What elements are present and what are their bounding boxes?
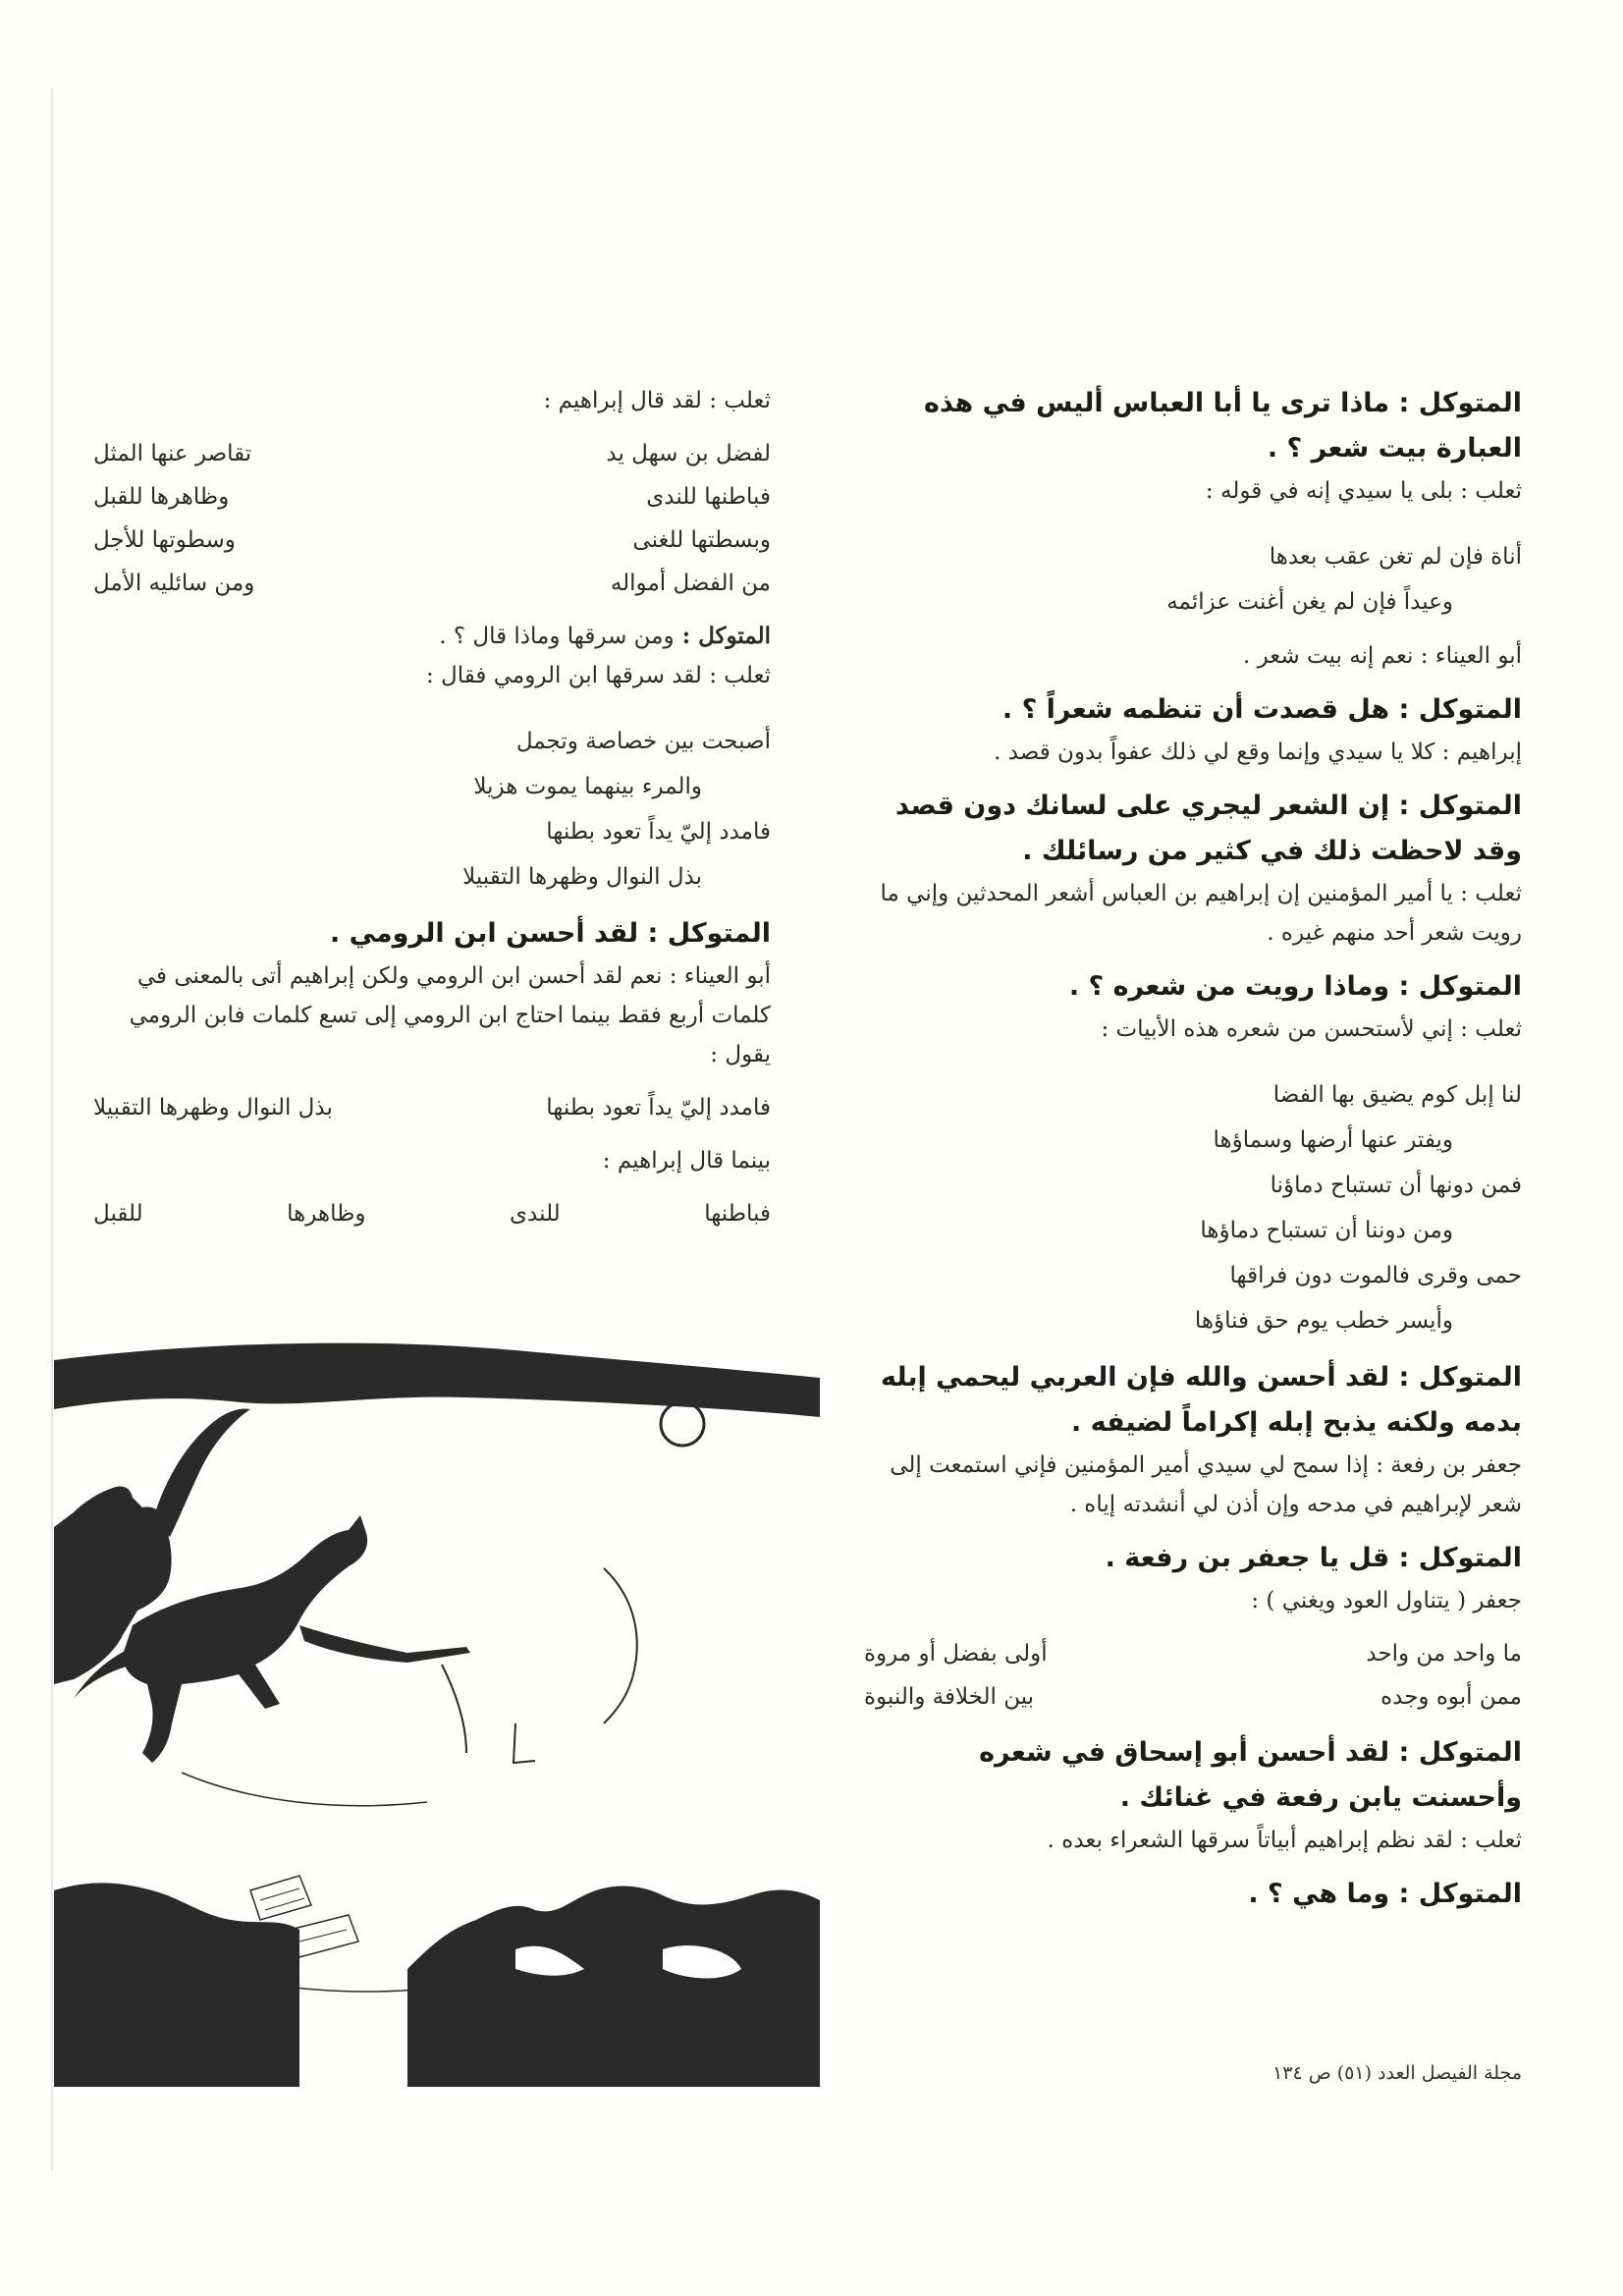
verse-couplet	[93, 519, 771, 562]
spacer	[864, 1049, 1522, 1061]
verse-couplet	[93, 562, 771, 605]
verse-couplet	[93, 432, 771, 475]
verse-line: ويفتر عنها أرضها وسماؤها	[1213, 1127, 1453, 1153]
prose-paragraph: إبراهيم : كلا يا سيدي وإنما وقع لي ذلك عفواً بدون قصد .	[994, 739, 1522, 765]
speech-text: ومن سرقها وماذا قال ؟ .	[439, 624, 675, 649]
prose-paragraph: ثعلب : يا أمير المؤمنين إن إبراهيم بن العباس أشعر المحدثين وإني ما رويت شعر أحد منهم غيره .	[880, 881, 1522, 946]
hemistich: ومن سائليه الأمل	[93, 571, 255, 596]
verse-line: أصبحت بين خصاصة وتجمل	[515, 729, 771, 754]
verse-line: فامدد إليّ يداً تعود بطنها	[546, 819, 771, 845]
arrow-line-2	[442, 1665, 466, 1753]
verse-line: فمن دونها أن تستباح دماؤنا	[1270, 1173, 1522, 1198]
verse-line: حمى وقرى فالموت دون فراقها	[1229, 1263, 1522, 1288]
speech-line	[864, 784, 1522, 874]
scan-edge-line	[51, 88, 53, 2170]
arrow-line	[604, 1568, 637, 1723]
spacer	[864, 1620, 1522, 1632]
spacer	[864, 1343, 1522, 1355]
hemistich: ما واحد من واحد	[1366, 1641, 1522, 1667]
hemistich: لفضل بن سهل يد	[606, 441, 771, 466]
verse-couplet	[93, 475, 771, 519]
speech-text: لقد أحسن والله فإن العربي ليحمي إبله بدمه ولكنه يذبح إبله إكراماً لضيفه .	[880, 1362, 1522, 1438]
speech-line	[864, 1872, 1522, 1917]
hemistich: فباطنها للندى	[646, 484, 771, 510]
speech-text: إن الشعر ليجري على لسانك دون قصد وقد لاحظت ذلك في كثير من رسائلك .	[895, 791, 1522, 866]
verse-line: وأيسر خطب يوم حق فناؤها	[1194, 1308, 1453, 1334]
verse-line: وعيداً فإن لم يغن أغنت عزائمه	[1166, 589, 1453, 615]
rocky-ground-right	[407, 1886, 820, 2087]
spacer	[864, 1719, 1522, 1730]
prose-paragraph: ثعلب : إني لأستحسن من شعره هذه الأبيات :	[1101, 1016, 1522, 1042]
hemistich: أولى بفضل أو مروة	[864, 1641, 1048, 1667]
prose-paragraph: جعفر ( يتناول العود ويغني ) :	[1251, 1588, 1522, 1613]
hemistich: بذل النوال وظهرها التقبيلا	[93, 1095, 333, 1121]
verse-word: وظاهرها	[287, 1201, 366, 1227]
verse-word: للندى	[510, 1201, 561, 1227]
spacer	[93, 1074, 771, 1086]
spacer	[864, 625, 1522, 636]
speech-text: وما هي ؟ .	[1248, 1879, 1390, 1909]
speaker-name: المتوكل :	[1389, 1737, 1522, 1768]
speaker-name: المتوكل :	[1389, 1879, 1522, 1909]
speech-text: وماذا رويت من شعره ؟ .	[1068, 971, 1390, 1002]
hill-band	[54, 1343, 820, 1417]
hemistich: بين الخلافة والنبوة	[864, 1684, 1035, 1710]
prose-paragraph: ثعلب : لقد نظم إبراهيم أبياتاً سرقها الشعراء بعده .	[1047, 1828, 1522, 1853]
sword-arc	[152, 1409, 250, 1537]
hemistich: فامدد إليّ يداً تعود بطنها	[546, 1095, 771, 1121]
spacer	[93, 707, 771, 719]
spacer	[864, 953, 1522, 964]
verse-couplet	[93, 1086, 771, 1129]
prose-paragraph: ثعلب : بلى يا سيدي إنه في قوله :	[1205, 478, 1522, 504]
speech-text: لقد أحسن أبو إسحاق في شعره وأحسنت يابن رفعة في غنائك .	[979, 1737, 1522, 1813]
hemistich: من الفضل أمواله	[610, 571, 771, 596]
speech-line	[864, 1355, 1522, 1446]
spacer	[864, 511, 1522, 522]
tick-mark	[514, 1723, 535, 1763]
speaker-name: المتوكل :	[674, 623, 771, 649]
speech-line	[93, 911, 771, 957]
verse-line: أناة فإن لم تغن عقب بعدها	[1269, 544, 1522, 570]
speaker-name: المتوكل :	[1389, 791, 1522, 821]
paper-sheet-2	[290, 1915, 358, 1957]
prose-paragraph: بينما قال إبراهيم :	[602, 1148, 771, 1174]
verse-word: فباطنها	[704, 1201, 771, 1227]
speech-line	[864, 687, 1522, 733]
prose-paragraph: ثعلب : لقد قال إبراهيم :	[543, 388, 771, 413]
left-text-column	[93, 381, 771, 1235]
prose-paragraph: جعفر بن رفعة : إذا سمح لي سيدي أمير المؤمنين فإني استمعت إلى شعر لإبراهيم في مدحه وإن أذن لي أنشدته إياه .	[890, 1452, 1522, 1517]
hemistich: تقاصر عنها المثل	[93, 441, 252, 466]
hemistich: وسطوتها للأجل	[93, 527, 236, 553]
verse-couplet	[864, 1632, 1522, 1675]
speaker-name: المتوكل :	[1389, 388, 1522, 418]
speech-text: لقد أحسن ابن الرومي .	[329, 918, 639, 949]
spacer	[864, 772, 1522, 784]
speaker-name: المتوكل :	[1389, 694, 1522, 725]
horseman-illustration	[54, 1340, 820, 2087]
spacer	[93, 1129, 771, 1141]
speech-line	[864, 381, 1522, 471]
rocky-ground	[54, 1883, 299, 2087]
speaker-name: المتوكل :	[1389, 971, 1522, 1002]
page-footer: مجلة الفيصل العدد (٥١) ص ١٣٤	[1272, 2062, 1522, 2084]
verse-line: ومن دوننا أن تستباح دماؤها	[1200, 1218, 1453, 1243]
speech-text: قل يا جعفر بن رفعة .	[1105, 1543, 1390, 1573]
verse-line: لنا إبل كوم يضيق بها الفضا	[1272, 1082, 1522, 1108]
spacer	[864, 1061, 1522, 1072]
prose-paragraph: أبو العيناء : نعم إنه بيت شعر .	[1242, 643, 1522, 669]
speech-text: هل قصدت أن تنظمه شعراً ؟ .	[1001, 694, 1390, 725]
spacer	[864, 1860, 1522, 1872]
swoosh-line	[182, 1773, 427, 1806]
verse-line: والمرء بينهما يموت هزيلا	[473, 774, 702, 799]
verse-couplet	[864, 1675, 1522, 1719]
spacer	[93, 900, 771, 911]
speech-line	[864, 1730, 1522, 1821]
spacer	[93, 420, 771, 432]
spacer	[93, 605, 771, 617]
spacer	[93, 1180, 771, 1192]
spacer	[864, 676, 1522, 687]
moon	[661, 1402, 704, 1446]
speech-line	[864, 1536, 1522, 1581]
hemistich: وظاهرها للقبل	[93, 484, 230, 510]
prose-paragraph: ثعلب : لقد سرقها ابن الرومي فقال :	[426, 663, 771, 688]
spacer	[93, 695, 771, 707]
hemistich: ممن أبوه وجده	[1380, 1684, 1522, 1710]
paper-sheet	[250, 1876, 311, 1920]
speech-line	[864, 964, 1522, 1010]
speaker-name: المتوكل :	[1389, 1362, 1522, 1393]
speaker-name: المتوكل :	[1389, 1543, 1522, 1573]
right-text-column	[864, 381, 1522, 1917]
hemistich: وبسطتها للغنى	[632, 527, 771, 553]
spacer	[864, 522, 1522, 534]
verse-fragment-row	[93, 1192, 771, 1235]
speech-text: ماذا ترى يا أبا العباس أليس في هذه العبارة بيت شعر ؟ .	[924, 388, 1522, 464]
prose-paragraph: أبو العيناء : نعم لقد أحسن ابن الرومي ولكن إبراهيم أتى بالمعنى في كلمات أربع فقط بينما احتاج ابن الرومي إلى تسع كلمات فابن الرومي يقول :	[129, 963, 771, 1067]
horse-leg-front	[299, 1625, 470, 1663]
verse-line: بذل النوال وظهرها التقبيلا	[462, 864, 702, 890]
speaker-name: المتوكل :	[638, 918, 771, 949]
speech-line	[93, 617, 771, 656]
spacer	[864, 1524, 1522, 1536]
verse-word: للقبل	[93, 1201, 143, 1227]
